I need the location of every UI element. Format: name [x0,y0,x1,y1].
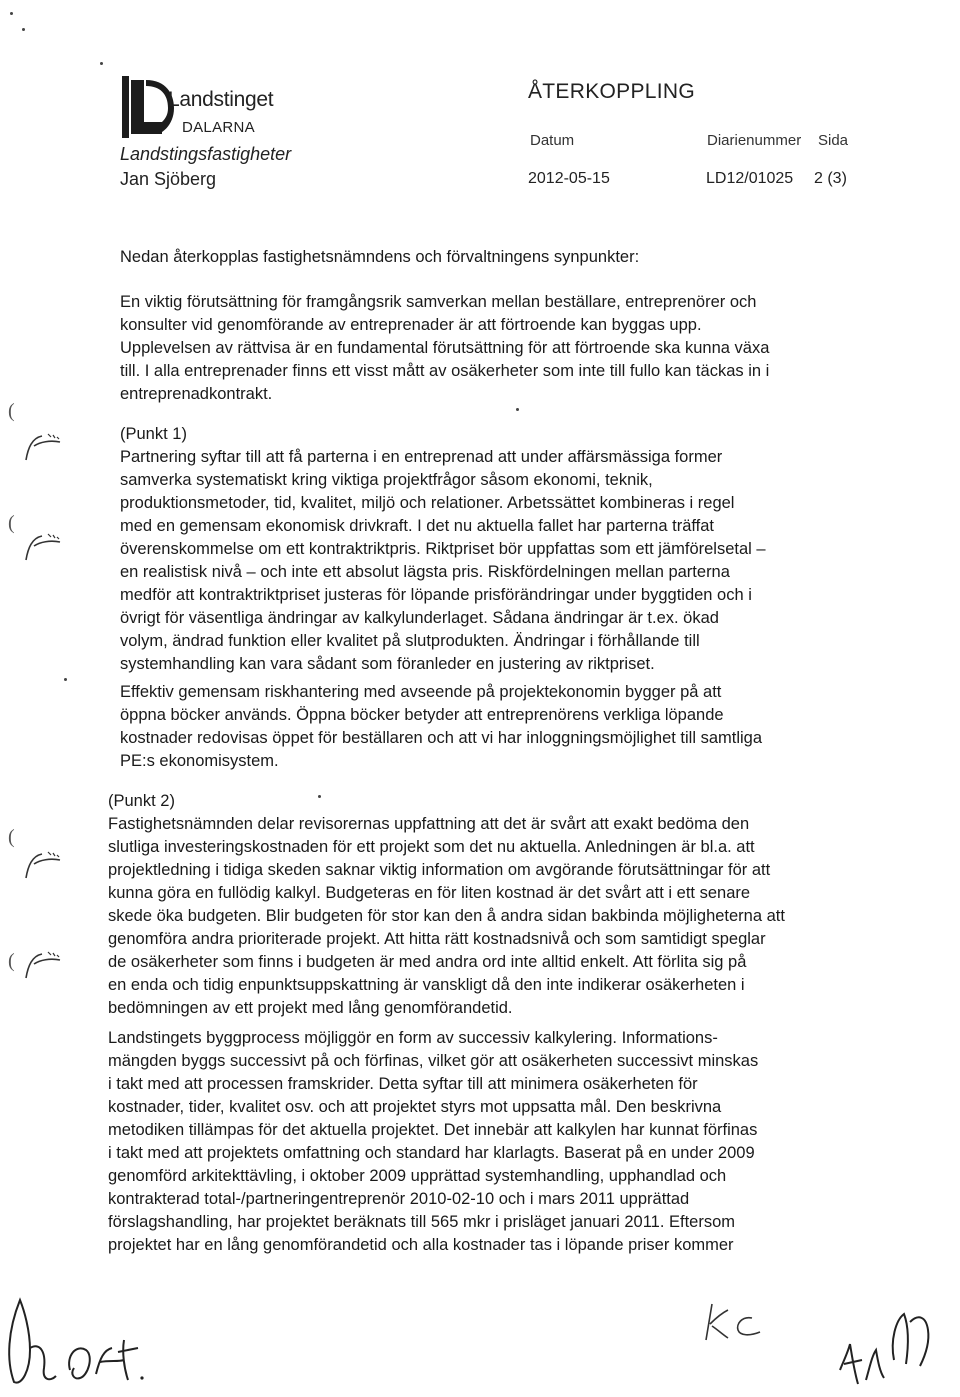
page-label: Sida [818,132,849,149]
paragraph-point-1 [120,423,766,676]
department: Landstingsfastigheter [120,144,292,164]
text-line: (Punkt 2) [108,792,175,810]
text-line: Partnering syftar till att få parterna i en entreprenad att under affärsmässiga former [120,448,723,466]
text-line: PE:s ekonomisystem. [120,752,279,770]
text-line: till. I alla entreprenader finns ett visst mått av osäkerheter som inte till fullo kan täckas in i [120,362,770,380]
text-line: skede öka budgeten. Blir budgeten för stor kan den å andra sidan bakbinda möjligheterna att [108,907,785,925]
text-line: genomföra andra prioriterade projekt. Att hitta rätt kostnadsnivå och som samtidigt speglar [108,930,766,948]
margin-handwritten-mark-icon [20,530,68,564]
margin-handwritten-mark-icon [20,948,68,982]
date-label: Datum [530,132,575,149]
org-region: DALARNA [182,119,255,136]
text-line: genomförd arkitekttävling, i oktober 2009 upprättad systemhandling, upphandlad och [108,1167,727,1185]
text-line: öppna böcker används. Öppna böcker betyder att entreprenörens verkliga löpande [120,706,724,724]
text-line: överenskommelse om ett kontraktriktpris. Riktpriset bör uppfattas som ett jämförelsetal – [120,540,766,558]
text-line: Landstingets byggprocess möjliggör en form av successiv kalkylering. Informations- [108,1029,718,1047]
text-line: konsulter vid genomförande av entreprenader är att förtroende kan byggas upp. [120,316,702,334]
text-line: volym, ändrad funktion eller kvalitet på slutprodukten. Ändringar i förhållande till [120,632,700,650]
handwritten-initials-kc [700,1296,780,1346]
text-line: entreprenadkontrakt. [120,385,273,403]
text-line: slutliga investeringskostnaden för ett projekt som det nu aktuella. Anledningen är bl.a. att [108,838,755,856]
margin-bracket: ( [8,826,15,848]
text-line: (Punkt 1) [120,425,187,443]
text-line: kostnader, tider, kvalitet osv. och att projektet styrs mot uppsatta mål. Den beskrivna [108,1098,722,1116]
text-line: samverka systematiskt kring viktiga projektfrågor såsom ekonomi, teknik, [120,471,653,489]
margin-bracket: ( [8,400,15,422]
author: Jan Sjöberg [120,169,217,189]
reg-no-value: LD12/01025 [706,170,794,187]
text-line: Upplevelsen av rättvisa är en fundamental förutsättning för att förtroende ska kunna växa [120,339,770,357]
text-line: i takt med att processen framskrider. Detta syftar till att minimera osäkerheten för [108,1075,698,1093]
text-line: projektet har en lång genomförandetid och alla kostnader tas i löpande priser kommer [108,1236,734,1254]
intro-line: Nedan återkopplas fastighetsnämndens och förvaltningens synpunkter: [120,248,640,266]
margin-bracket: ( [8,512,15,534]
paragraph-trust [120,291,769,406]
text-line: med en gemensam ekonomisk drivkraft. I det nu aktuella fallet har parterna träffat [120,517,714,535]
handwritten-initials-left [0,1290,180,1390]
scan-speck [22,28,25,31]
text-line: en enda och tidig enpunktsuppskattning är vanskligt då den inte indikerar osäkerheten i [108,976,745,994]
margin-handwritten-mark-icon [20,848,68,882]
text-line: projektledning i tidiga skeden saknar viktig information om avgörande förutsättningar för att [108,861,771,879]
scan-speck [64,678,67,681]
date-value: 2012-05-15 [528,170,610,187]
text-line: kostnader redovisas öppet för beställaren och att vi har inloggningsmöjlighet till samtliga [120,729,763,747]
margin-handwritten-mark-icon [20,430,68,464]
text-line: Effektiv gemensam riskhantering med avseende på projektekonomin bygger på att [120,683,722,701]
page-value: 2 (3) [814,170,847,187]
scan-speck [100,62,103,65]
text-line: metodiken tillämpas för det aktuella projektet. Det innebär att kalkylen har kunnat förfinas [108,1121,758,1139]
org-name: Landstinget [168,88,274,111]
reg-no-label: Diarienummer [707,132,802,149]
text-line: produktionsmetoder, tid, kvalitet, miljö och relationer. Arbetssättet kombineras i regel [120,494,735,512]
text-line: en realistisk nivå – och inte ett absolut lägsta pris. Riskfördelningen mellan parterna [120,563,730,581]
text-line: kontrakterad total-/partneringentreprenör 2010-02-10 och i mars 2011 upprättad [108,1190,690,1208]
text-line: de osäkerheter som finns i budgeten är med andra ord inte alltid enkelt. Att förlita sig på [108,953,747,971]
text-line: övrigt för väsentliga ändringar av kalkylunderlaget. Sådana ändringar är t.ex. ökad [120,609,719,627]
paragraph-successive-calculation [108,1027,758,1257]
text-line: systemhandling kan vara sådant som föranleder en justering av riktpriset. [120,655,655,673]
document-title: ÅTERKOPPLING [528,80,695,103]
paragraph-point-2 [108,790,785,1020]
text-line: i takt med att projektets omfattning och standard har klarlagts. Baserat på en under 2009 [108,1144,755,1162]
text-line: mängden byggs successivt på och förfinas, vilket gör att osäkerheten successivt minskas [108,1052,759,1070]
text-line: bedömningen av ett projekt med lång genomförandetid. [108,999,513,1017]
text-line: medför att kontraktriktpriset justeras för löpande prisförändringar under byggtiden och i [120,586,752,604]
scan-speck [318,795,321,798]
paragraph-risk-management [120,681,762,773]
text-line: kunna göra en fullödig kalkyl. Budgeteras en för liten kostnad är det svårt att i ett senare [108,884,751,902]
margin-bracket: ( [8,950,15,972]
text-line: En viktig förutsättning för framgångsrik samverkan mellan beställare, entreprenörer och [120,293,757,311]
handwritten-initials-right [830,1300,955,1390]
text-line: förslagshandling, har projektet beräknats till 565 mkr i prisläget januari 2011. Eftersom [108,1213,736,1231]
scan-speck [10,12,13,15]
text-line: Fastighetsnämnden delar revisorernas uppfattning att det är svårt att exakt bedöma den [108,815,750,833]
scan-speck [516,408,519,411]
